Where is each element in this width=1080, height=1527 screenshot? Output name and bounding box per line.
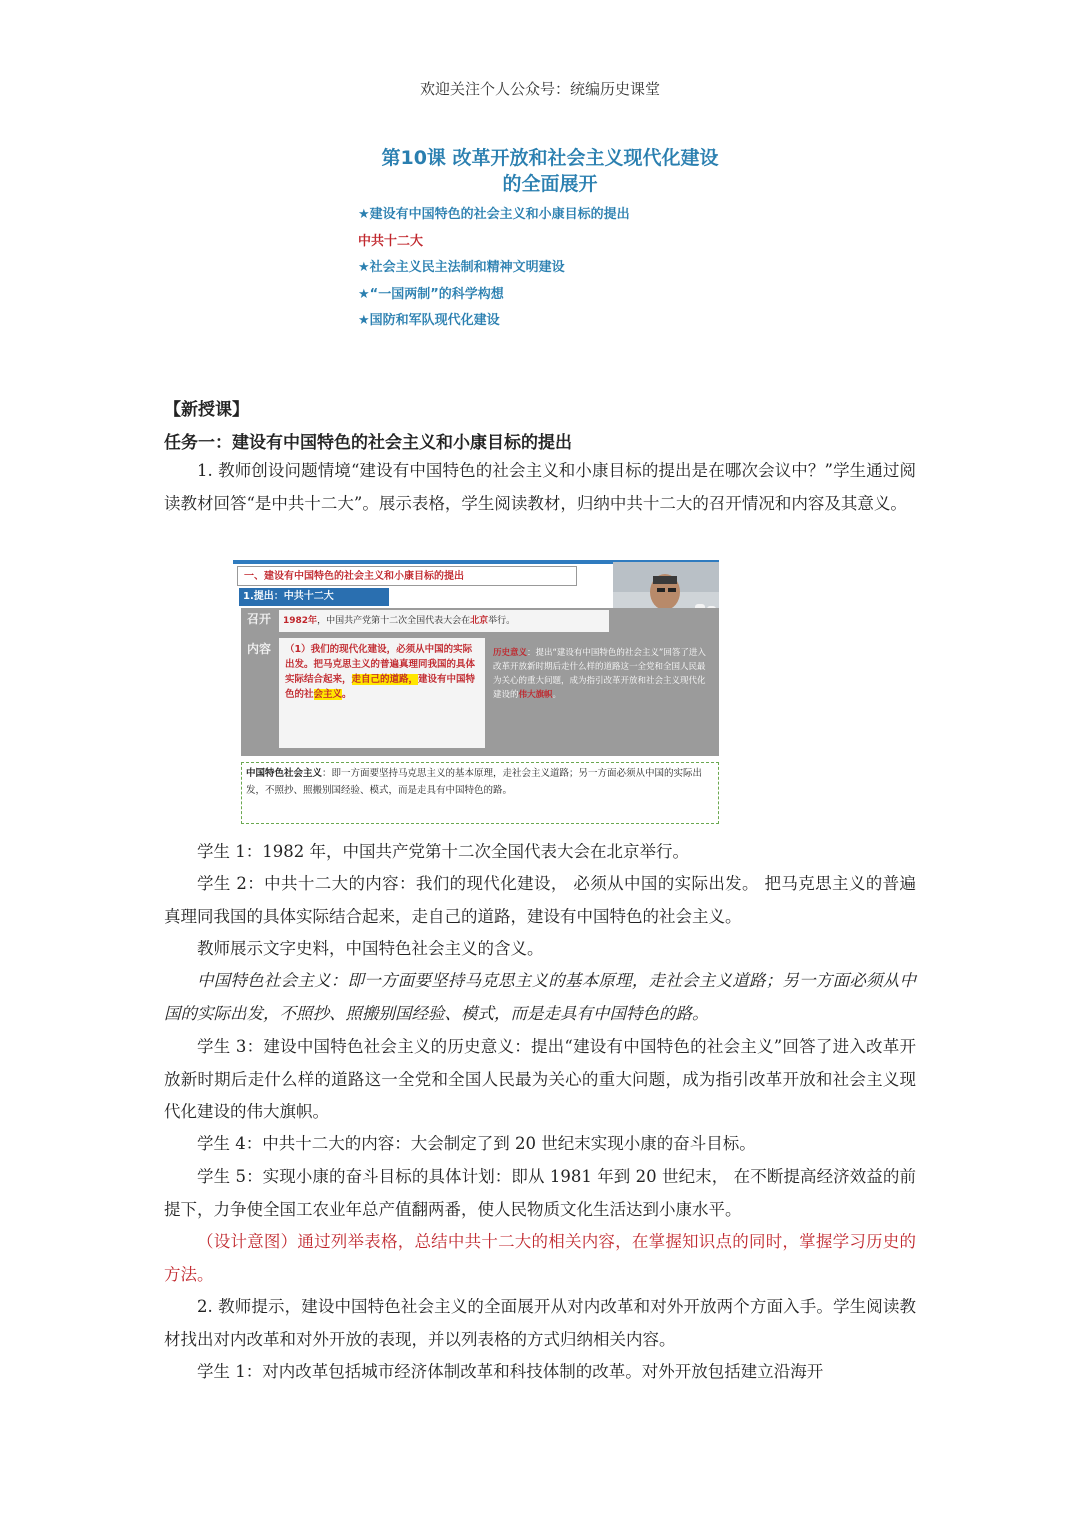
significance-label: 历史意义 — [493, 648, 528, 658]
paragraph: 学生 5：实现小康的奋斗目标的具体计划：即从 1981 年到 20 世纪末， 在不断提高经济效益的前提下，力争使全国工农业年总产值翻两番，使人民物质文化生活达到小康水平。 — [164, 1167, 916, 1219]
content-end: 。 — [342, 689, 352, 700]
slide-content-cell — [279, 638, 485, 748]
slide-hold-row — [279, 610, 609, 632]
outline-item: ★社会主义民主法制和精神文明建设 — [358, 260, 565, 275]
paragraph: 2. 教师提示，建设中国特色社会主义的全面展开从对内改革和对外开放两个方面入手。学生阅读教材找出对内改革和对外开放的表现，并以列表格的方式归纳相关内容。 — [164, 1297, 916, 1349]
content-highlight: 走自己的道路， — [351, 674, 419, 685]
outline-item: ★建设有中国特色的社会主义和小康目标的提出 — [358, 207, 630, 222]
outline-item: 中共十二大 — [358, 233, 424, 249]
lesson-title-line2: 的全面展开 — [502, 173, 598, 195]
outline-item: ★国防和军队现代化建设 — [358, 313, 500, 328]
paragraph: 学生 2：中共十二大的内容：我们的现代化建设， 必须从中国的实际出发。 把马克思主义的普遍真理同我国的具体实际结合起来，走自己的道路，建设有中国特色的社会主义。 — [164, 874, 916, 926]
header-note: 欢迎关注个人公众号：统编历史课堂 — [419, 80, 660, 98]
paragraph: 1. 教师创设问题情境“建设有中国特色的社会主义和小康目标的提出是在哪次会议中？”学生通过阅读教材回答“是中共十二大”。展示表格，学生阅读教材，归纳中共十二大的召开情况和内容及其意义。 — [164, 461, 916, 513]
definition-label: 中国特色社会主义 — [246, 768, 323, 779]
paragraph: 学生 1：对内改革包括城市经济体制改革和科技体制的改革。对外开放包括建立沿海开 — [197, 1362, 824, 1381]
paragraph-quote: 中国特色社会主义：即一方面要坚持马克思主义的基本原理，走社会主义道路；另一方面必须从中国的实际出发，不照抄、照搬别国经验、模式，而是走具有中国特色的路。 — [164, 971, 916, 1023]
hold-year: 1982年 — [283, 616, 318, 626]
significance-red: 伟大旗帜 — [518, 690, 553, 700]
content-highlight: 会主义 — [313, 689, 343, 700]
slide-subtitle: 1.提出：中共十二大 — [239, 588, 389, 606]
lesson-outline — [358, 205, 630, 338]
content-mid: 建设有中国特色的社 — [285, 674, 476, 700]
embedded-slide — [233, 560, 719, 826]
section-heading: 【新授课】 — [164, 400, 249, 420]
slide-significance-cell — [489, 644, 715, 744]
slide-definition-box — [241, 762, 719, 824]
paragraph: 学生 1：1982 年，中国共产党第十二次全国代表大会在北京举行。 — [197, 842, 689, 861]
slide-title: 一、建设有中国特色的社会主义和小康目标的提出 — [237, 566, 577, 586]
hold-place: 北京 — [470, 616, 489, 626]
label-hold: 召开 — [247, 612, 272, 626]
lesson-title-line1: 第10课 改革开放和社会主义现代化建设 — [381, 147, 719, 169]
lesson-title — [300, 145, 800, 197]
label-content: 内容 — [247, 642, 272, 656]
task-heading: 任务一：建设有中国特色的社会主义和小康目标的提出 — [164, 433, 572, 453]
outline-item: ★“一国两制”的科学构想 — [358, 286, 504, 302]
content-main: （1）我们的现代化建设，必须从中国的实际出发。把马克思主义的普遍真理同我国的具体实际结合起来， — [285, 644, 476, 685]
significance-end: 。 — [552, 690, 562, 700]
hold-text: ，中国共产党第十二次全国代表大会在 — [317, 616, 471, 626]
paragraph: 学生 4：中共十二大的内容：大会制定了到 20 世纪末实现小康的奋斗目标。 — [197, 1134, 756, 1153]
design-intent: （设计意图）通过列举表格，总结中共十二大的相关内容，在掌握知识点的同时，掌握学习历史的方法。 — [164, 1232, 916, 1284]
paragraph: 教师展示文字史料，中国特色社会主义的含义。 — [197, 939, 544, 958]
paragraph: 学生 3：建设中国特色社会主义的历史意义：提出“建设有中国特色的社会主义”回答了进入改革开放新时期后走什么样的道路这一全党和全国人民最为关心的重大问题，成为指引改革开放和社会主义现代化建设的伟大旗帜。 — [164, 1037, 916, 1121]
hold-text-end: 举行。 — [488, 616, 516, 626]
definition-text: ：即一方面要坚持马克思主义的基本原理，走社会主义道路；另一方面必须从中国的实际出发，不照抄、照搬别国经验、模式，而是走具有中国特色的路。 — [246, 768, 703, 796]
significance-text: ：提出“建设有中国特色的社会主义”回答了进入改革开放新时期后走什么样的道路这一全党和全国人民最为关心的重大问题，成为指引改革开放和社会主义现代化建设的 — [493, 648, 706, 700]
